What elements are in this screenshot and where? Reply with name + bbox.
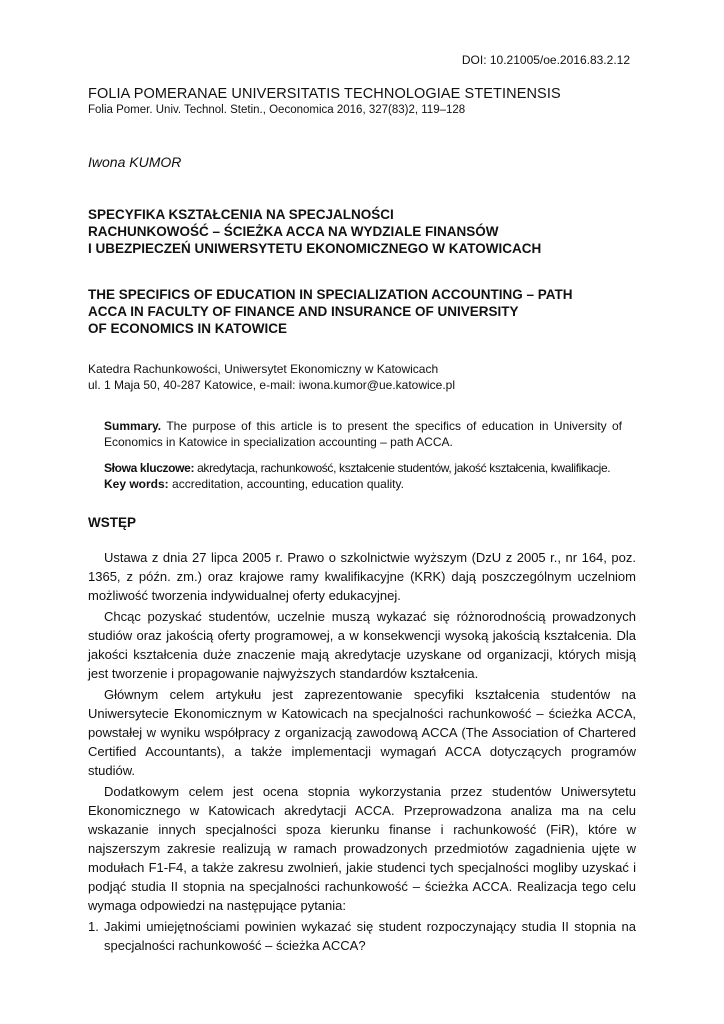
- title-english: [88, 286, 573, 337]
- title-polish-line: I UBEZPIECZEŃ UNIWERSYTETU EKONOMICZNEGO W KATOWICACH: [88, 241, 542, 256]
- journal-name: FOLIA POMERANAE UNIVERSITATIS TECHNOLOGIAE STETINENSIS: [88, 86, 561, 102]
- keywords-english-text: accreditation, accounting, education quality.: [168, 477, 404, 491]
- body-paragraph: Ustawa z dnia 27 lipca 2005 r. Prawo o szkolnictwie wyższym (DzU z 2005 r., nr 164, poz. 1365, z późn. zm.) oraz krajowe ramy kwalifikacyjne (KRK) dają poszczególnym uczelniom możliwość tworzenia indywidualnej oferty edukacyjnej.: [88, 550, 636, 603]
- list-item: [88, 917, 636, 955]
- body-paragraph: Chcąc pozyskać studentów, uczelnie muszą wykazać się różnorodnością prowadzonych studiów oraz jakością oferty programowej, a w konsekwencji wysoką jakością kształcenia. Dla jakości kształcenia duże znaczenie mają akredytacje uzyskane od organizacji, których misją jest tworzenie i propagowanie najwyższych standardów kształcenia.: [88, 609, 636, 681]
- keywords-polish-text: akredytacja, rachunkowość, kształcenie studentów, jakość kształcenia, kwalifikacje.: [194, 461, 611, 475]
- body-text: [88, 548, 636, 955]
- keywords-english-label: Key words:: [104, 477, 169, 491]
- title-english-line: OF ECONOMICS IN KATOWICE: [88, 321, 287, 336]
- keywords-english: [104, 476, 634, 492]
- list-item-number: 1.: [88, 919, 99, 934]
- title-english-line: THE SPECIFICS OF EDUCATION IN SPECIALIZATION ACCOUNTING – PATH: [88, 287, 573, 302]
- body-paragraph: Dodatkowym celem jest ocena stopnia wykorzystania przez studentów Uniwersytetu Ekonomicznego w Katowicach akredytacji ACCA. Przeprowadzona analiza ma na celu wskazanie innych specjalności spoza kierunku finanse i rachunkowość (FiR), które w najszerszym zakresie realizują w ramach prowadzonych przedmiotów zagadnienia ujęte w modułach F1-F4, a także zakresu zwolnień, jakie studenci tych specjalności mogliby uzyskać i podjąć studia II stopnia na specjalności rachunkowość – ścieżka ACCA. Realizacja tego celu wymaga odpowiedzi na następujące pytania:: [88, 784, 636, 913]
- section-heading: WSTĘP: [88, 515, 137, 530]
- list-item-text: Jakimi umiejętnościami powinien wykazać się student rozpoczynający studia II stopnia na specjalności rachunkowość – ścieżka ACCA?: [104, 919, 636, 953]
- body-paragraph: Głównym celem artykułu jest zaprezentowanie specyfiki kształcenia studentów na Uniwersytecie Ekonomicznym w Katowicach na specjalności rachunkowość – ścieżka ACCA, powstałej w wyniku współpracy z organizacją zawodową ACCA (The Association of Chartered Certified Accountants), a także implementacji wymagań ACCA dotyczących programów studiów.: [88, 687, 636, 778]
- summary: [104, 418, 622, 450]
- affiliation-address: ul. 1 Maja 50, 40-287 Katowice, e-mail: iwona.kumor@ue.katowice.pl: [88, 377, 456, 392]
- affiliation: [88, 362, 455, 393]
- journal-citation: Folia Pomer. Univ. Technol. Stetin., Oeconomica 2016, 327(83)2, 119–128: [88, 104, 466, 116]
- title-polish: [88, 206, 541, 257]
- affiliation-department: Katedra Rachunkowości, Uniwersytet Ekonomiczny w Katowicach: [88, 362, 439, 376]
- keywords-polish: [104, 460, 634, 476]
- summary-text: The purpose of this article is to present the specifics of education in University of Economics in Katowice in specialization accounting – path ACCA.: [104, 419, 622, 449]
- title-english-line: ACCA IN FACULTY OF FINANCE AND INSURANCE OF UNIVERSITY: [88, 304, 519, 319]
- title-polish-line: RACHUNKOWOŚĆ – ŚCIEŻKA ACCA NA WYDZIALE FINANSÓW: [88, 224, 499, 239]
- keywords-polish-label: Słowa kluczowe:: [104, 461, 195, 475]
- title-polish-line: SPECYFIKA KSZTAŁCENIA NA SPECJALNOŚCI: [88, 207, 394, 222]
- author-name: Iwona KUMOR: [88, 154, 182, 170]
- doi-identifier: DOI: 10.21005/oe.2016.83.2.12: [461, 53, 630, 67]
- keywords-block: [104, 460, 634, 492]
- summary-label: Summary.: [104, 419, 162, 433]
